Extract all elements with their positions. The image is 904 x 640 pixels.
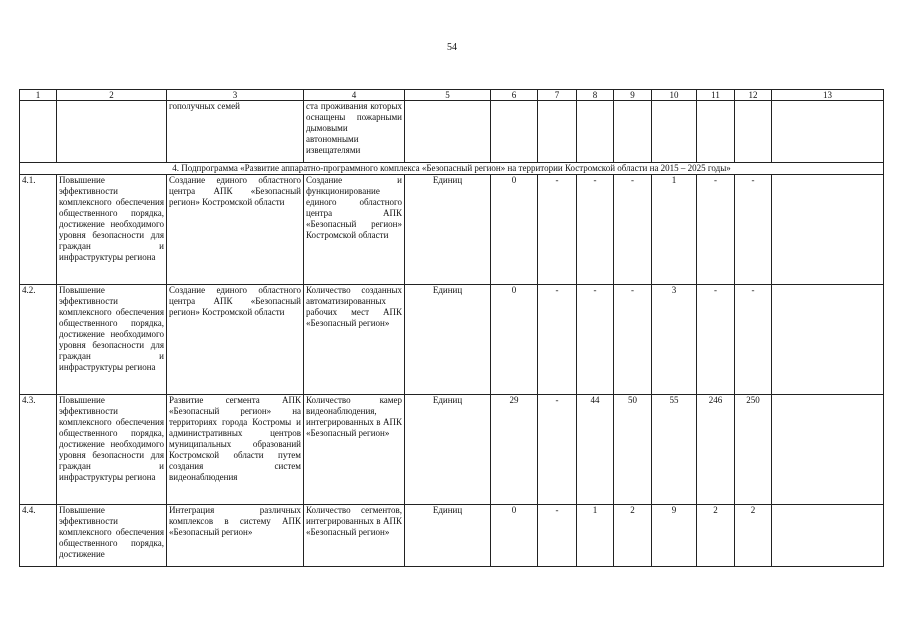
header-cell: 12 (735, 90, 772, 101)
table-cell (538, 101, 577, 163)
row-number: 4.4. (20, 505, 57, 567)
indicator-cell: Количество созданных автоматизированных рабочих мест АПК «Безопасный регион» (304, 285, 405, 395)
table-cell (614, 101, 652, 163)
task-cell: Развитие сегмента АПК «Безопасный регион» на территориях города Костромы и административных центров муниципальных образований Костромской области путем создания систем видеонаблюдения (167, 395, 304, 505)
value-cell: - (538, 285, 577, 395)
table-cell (20, 101, 57, 163)
indicator-cell: Количество сегментов, интегрированных в АПК «Безопасный регион» (304, 505, 405, 567)
unit-cell: Единиц (405, 285, 491, 395)
value-cell: 44 (577, 395, 614, 505)
header-cell: 6 (491, 90, 538, 101)
value-cell: - (735, 175, 772, 285)
subprogram-row (20, 163, 884, 175)
continuation-row (20, 101, 884, 163)
indicator-cell: Количество камер видеонаблюдения, интегрированных в АПК «Безопасный регион» (304, 395, 405, 505)
value-cell: 50 (614, 395, 652, 505)
task-cell: Создание единого областного центра АПК «Безопасный регион» Костромской области (167, 175, 304, 285)
goal-cell: Повышение эффективности комплексного обеспечения общественного порядка, достижение необходимого уровня безопасности для граждан и инфраструктуры региона (57, 175, 167, 285)
table-cell (577, 101, 614, 163)
subprogram-title: 4. Подпрограмма «Развитие аппаратно-программного комплекса «Безопасный регион» на территории Костромской области на 2015 – 2025 годы» (20, 163, 884, 175)
value-cell: - (614, 175, 652, 285)
value-cell: - (538, 175, 577, 285)
header-cell: 7 (538, 90, 577, 101)
goal-cell: Повышение эффективности комплексного обеспечения общественного порядка, достижение необходимого уровня безопасности для граждан и инфраструктуры региона (57, 395, 167, 505)
page-number: 54 (447, 42, 457, 53)
value-cell: - (538, 505, 577, 567)
column-number-row (20, 90, 884, 101)
row-number: 4.1. (20, 175, 57, 285)
value-cell: 0 (491, 505, 538, 567)
value-cell (772, 505, 884, 567)
header-cell: 11 (697, 90, 735, 101)
value-cell (772, 175, 884, 285)
header-cell: 13 (772, 90, 884, 101)
goal-cell: Повышение эффективности комплексного обеспечения общественного порядка, достижение необходимого уровня безопасности для граждан и инфраструктуры региона (57, 285, 167, 395)
header-cell: 5 (405, 90, 491, 101)
value-cell: - (697, 285, 735, 395)
table-cell (735, 101, 772, 163)
table-cell (57, 101, 167, 163)
value-cell: 1 (652, 175, 697, 285)
header-cell: 9 (614, 90, 652, 101)
value-cell: 2 (735, 505, 772, 567)
unit-cell: Единиц (405, 505, 491, 567)
table-row (20, 285, 884, 395)
table-row (20, 505, 884, 567)
task-cell: Создание единого областного центра АПК «Безопасный регион» Костромской области (167, 285, 304, 395)
goal-cell: Повышение эффективности комплексного обеспечения общественного порядка, достижение (57, 505, 167, 567)
task-cell: гополучных семей (167, 101, 304, 163)
value-cell: - (577, 175, 614, 285)
header-cell: 3 (167, 90, 304, 101)
value-cell: 0 (491, 175, 538, 285)
value-cell: 2 (614, 505, 652, 567)
row-number: 4.2. (20, 285, 57, 395)
header-cell: 2 (57, 90, 167, 101)
value-cell: 2 (697, 505, 735, 567)
unit-cell: Единиц (405, 395, 491, 505)
table-cell (697, 101, 735, 163)
table-cell (652, 101, 697, 163)
header-cell: 1 (20, 90, 57, 101)
value-cell: - (538, 395, 577, 505)
value-cell: 0 (491, 285, 538, 395)
table-row (20, 175, 884, 285)
value-cell: - (735, 285, 772, 395)
value-cell: - (614, 285, 652, 395)
value-cell (772, 395, 884, 505)
indicator-cell: ста проживания которых оснащены пожарными дымовыми автономными извещателями (304, 101, 405, 163)
value-cell: 3 (652, 285, 697, 395)
indicators-table (19, 89, 884, 567)
value-cell: - (697, 175, 735, 285)
row-number: 4.3. (20, 395, 57, 505)
value-cell: 55 (652, 395, 697, 505)
indicator-cell: Создание и функционирование единого областного центра АПК «Безопасный регион» Костромской области (304, 175, 405, 285)
value-cell: 246 (697, 395, 735, 505)
header-cell: 10 (652, 90, 697, 101)
value-cell: 29 (491, 395, 538, 505)
table-row (20, 395, 884, 505)
table-cell (405, 101, 491, 163)
header-cell: 4 (304, 90, 405, 101)
value-cell: - (577, 285, 614, 395)
task-cell: Интеграция различных комплексов в систему АПК «Безопасный регион» (167, 505, 304, 567)
table-cell (772, 101, 884, 163)
header-cell: 8 (577, 90, 614, 101)
value-cell: 250 (735, 395, 772, 505)
value-cell (772, 285, 884, 395)
table-cell (491, 101, 538, 163)
value-cell: 9 (652, 505, 697, 567)
unit-cell: Единиц (405, 175, 491, 285)
value-cell: 1 (577, 505, 614, 567)
